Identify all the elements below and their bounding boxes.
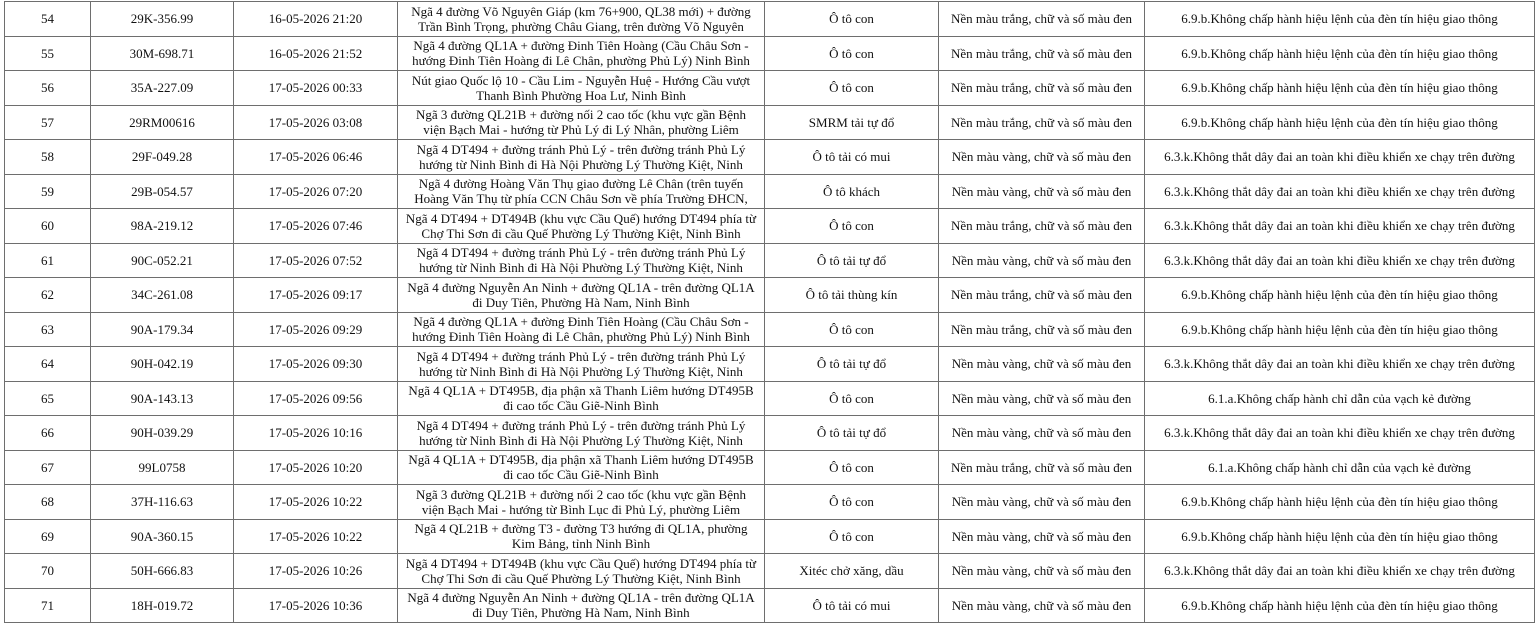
vehicle-type: Ô tô tải tự đổ: [765, 416, 939, 451]
violation-location: Ngã 4 đường Nguyễn An Ninh + đường QL1A - trên đường QL1A đi Duy Tiên, Phường Hà Nam, Ninh Bình: [398, 588, 765, 623]
violation-location: Ngã 4 DT494 + DT494B (khu vực Cầu Quế) hướng DT494 phía từ Chợ Thi Sơn đi cầu Quế Phường Lý Thường Kiệt, Ninh Bình: [398, 554, 765, 589]
violation-table-body: [5, 2, 1535, 623]
row-number: 66: [5, 416, 91, 451]
violation-time: 17-05-2026 00:33: [234, 71, 398, 106]
table-row: [5, 174, 1535, 209]
vehicle-type: SMRM tải tự đổ: [765, 105, 939, 140]
vehicle-type: Ô tô con: [765, 450, 939, 485]
row-number: 70: [5, 554, 91, 589]
violation-description: 6.9.b.Không chấp hành hiệu lệnh của đèn tín hiệu giao thông: [1145, 588, 1535, 623]
row-number: 55: [5, 36, 91, 71]
vehicle-type: Ô tô con: [765, 209, 939, 244]
violation-location: Ngã 3 đường QL21B + đường nối 2 cao tốc (khu vực gần Bệnh viện Bạch Mai - hướng từ Bình Lục đi Phủ Lý, phường Liêm: [398, 485, 765, 520]
violation-time: 17-05-2026 09:29: [234, 312, 398, 347]
row-number: 64: [5, 347, 91, 382]
violation-time: 16-05-2026 21:20: [234, 2, 398, 37]
violation-location: Ngã 4 DT494 + đường tránh Phủ Lý - trên đường tránh Phủ Lý hướng từ Ninh Bình đi Hà Nội Phường Lý Thường Kiệt, Ninh: [398, 416, 765, 451]
license-plate: 99L0758: [91, 450, 234, 485]
violation-time: 17-05-2026 10:36: [234, 588, 398, 623]
row-number: 61: [5, 243, 91, 278]
violation-location: Nút giao Quốc lộ 10 - Cầu Lim - Nguyễn Huệ - Hướng Cầu vượt Thanh Bình Phường Hoa Lư, Ninh Bình: [398, 71, 765, 106]
row-number: 62: [5, 278, 91, 313]
table-row: [5, 209, 1535, 244]
table-row: [5, 243, 1535, 278]
violation-description: 6.9.b.Không chấp hành hiệu lệnh của đèn tín hiệu giao thông: [1145, 519, 1535, 554]
violation-location: Ngã 4 QL21B + đường T3 - đường T3 hướng đi QL1A, phường Kim Bảng, tỉnh Ninh Bình: [398, 519, 765, 554]
license-plate: 37H-116.63: [91, 485, 234, 520]
violation-table: [4, 1, 1535, 623]
plate-color: Nền màu vàng, chữ và số màu đen: [939, 381, 1145, 416]
table-row: [5, 554, 1535, 589]
violation-location: Ngã 4 DT494 + DT494B (khu vực Cầu Quế) hướng DT494 phía từ Chợ Thi Sơn đi cầu Quế Phường Lý Thường Kiệt, Ninh Bình: [398, 209, 765, 244]
vehicle-type: Ô tô tải tự đổ: [765, 347, 939, 382]
table-row: [5, 347, 1535, 382]
license-plate: 34C-261.08: [91, 278, 234, 313]
violation-time: 17-05-2026 09:30: [234, 347, 398, 382]
violation-time: 17-05-2026 09:56: [234, 381, 398, 416]
violation-time: 17-05-2026 06:46: [234, 140, 398, 175]
violation-description: 6.3.k.Không thắt dây đai an toàn khi điều khiển xe chạy trên đường: [1145, 416, 1535, 451]
violation-description: 6.3.k.Không thắt dây đai an toàn khi điều khiển xe chạy trên đường: [1145, 209, 1535, 244]
plate-color: Nền màu vàng, chữ và số màu đen: [939, 588, 1145, 623]
license-plate: 90H-042.19: [91, 347, 234, 382]
plate-color: Nền màu trắng, chữ và số màu đen: [939, 71, 1145, 106]
violation-description: 6.9.b.Không chấp hành hiệu lệnh của đèn tín hiệu giao thông: [1145, 2, 1535, 37]
vehicle-type: Ô tô tải thùng kín: [765, 278, 939, 313]
table-row: [5, 140, 1535, 175]
row-number: 67: [5, 450, 91, 485]
violation-time: 17-05-2026 07:46: [234, 209, 398, 244]
violation-description: 6.3.k.Không thắt dây đai an toàn khi điều khiển xe chạy trên đường: [1145, 140, 1535, 175]
license-plate: 18H-019.72: [91, 588, 234, 623]
row-number: 63: [5, 312, 91, 347]
table-row: [5, 519, 1535, 554]
row-number: 58: [5, 140, 91, 175]
violation-location: Ngã 4 đường QL1A + đường Đinh Tiên Hoàng (Cầu Châu Sơn - hướng Đinh Tiên Hoàng đi Lê Chân, phường Phủ Lý) Ninh Bình: [398, 36, 765, 71]
row-number: 54: [5, 2, 91, 37]
plate-color: Nền màu trắng, chữ và số màu đen: [939, 36, 1145, 71]
violation-time: 16-05-2026 21:52: [234, 36, 398, 71]
vehicle-type: Ô tô con: [765, 2, 939, 37]
table-row: [5, 588, 1535, 623]
license-plate: 90A-360.15: [91, 519, 234, 554]
row-number: 65: [5, 381, 91, 416]
violation-time: 17-05-2026 10:20: [234, 450, 398, 485]
plate-color: Nền màu vàng, chữ và số màu đen: [939, 485, 1145, 520]
violation-description: 6.9.b.Không chấp hành hiệu lệnh của đèn tín hiệu giao thông: [1145, 278, 1535, 313]
plate-color: Nền màu trắng, chữ và số màu đen: [939, 209, 1145, 244]
license-plate: 90A-143.13: [91, 381, 234, 416]
violation-location: Ngã 4 đường Hoàng Văn Thụ giao đường Lê Chân (trên tuyến Hoàng Văn Thụ từ phía CCN Châu Sơn về phía Trường ĐHCN,: [398, 174, 765, 209]
plate-color: Nền màu vàng, chữ và số màu đen: [939, 519, 1145, 554]
violation-location: Ngã 4 DT494 + đường tránh Phủ Lý - trên đường tránh Phủ Lý hướng từ Ninh Bình đi Hà Nội Phường Lý Thường Kiệt, Ninh: [398, 347, 765, 382]
plate-color: Nền màu vàng, chữ và số màu đen: [939, 243, 1145, 278]
vehicle-type: Xitéc chở xăng, dầu: [765, 554, 939, 589]
table-row: [5, 485, 1535, 520]
violation-description: 6.3.k.Không thắt dây đai an toàn khi điều khiển xe chạy trên đường: [1145, 554, 1535, 589]
table-row: [5, 416, 1535, 451]
violation-time: 17-05-2026 10:22: [234, 485, 398, 520]
violation-location: Ngã 4 đường Nguyễn An Ninh + đường QL1A - trên đường QL1A đi Duy Tiên, Phường Hà Nam, Ninh Bình: [398, 278, 765, 313]
license-plate: 90C-052.21: [91, 243, 234, 278]
plate-color: Nền màu trắng, chữ và số màu đen: [939, 105, 1145, 140]
violation-description: 6.3.k.Không thắt dây đai an toàn khi điều khiển xe chạy trên đường: [1145, 347, 1535, 382]
row-number: 57: [5, 105, 91, 140]
table-row: [5, 450, 1535, 485]
license-plate: 35A-227.09: [91, 71, 234, 106]
table-row: [5, 381, 1535, 416]
violation-time: 17-05-2026 10:22: [234, 519, 398, 554]
violation-time: 17-05-2026 07:52: [234, 243, 398, 278]
violation-location: Ngã 3 đường QL21B + đường nối 2 cao tốc (khu vực gần Bệnh viện Bạch Mai - hướng từ Phủ Lý đi Lý Nhân, phường Liêm: [398, 105, 765, 140]
plate-color: Nền màu trắng, chữ và số màu đen: [939, 278, 1145, 313]
violation-description: 6.9.b.Không chấp hành hiệu lệnh của đèn tín hiệu giao thông: [1145, 312, 1535, 347]
plate-color: Nền màu vàng, chữ và số màu đen: [939, 174, 1145, 209]
table-row: [5, 2, 1535, 37]
row-number: 56: [5, 71, 91, 106]
violation-description: 6.1.a.Không chấp hành chỉ dẫn của vạch kẻ đường: [1145, 381, 1535, 416]
plate-color: Nền màu trắng, chữ và số màu đen: [939, 312, 1145, 347]
violation-location: Ngã 4 DT494 + đường tránh Phủ Lý - trên đường tránh Phủ Lý hướng từ Ninh Bình đi Hà Nội Phường Lý Thường Kiệt, Ninh: [398, 140, 765, 175]
vehicle-type: Ô tô tải tự đổ: [765, 243, 939, 278]
plate-color: Nền màu vàng, chữ và số màu đen: [939, 347, 1145, 382]
violation-description: 6.3.k.Không thắt dây đai an toàn khi điều khiển xe chạy trên đường: [1145, 174, 1535, 209]
license-plate: 98A-219.12: [91, 209, 234, 244]
violation-location: Ngã 4 QL1A + DT495B, địa phận xã Thanh Liêm hướng DT495B đi cao tốc Cầu Giẽ-Ninh Bình: [398, 450, 765, 485]
vehicle-type: Ô tô con: [765, 519, 939, 554]
license-plate: 90H-039.29: [91, 416, 234, 451]
row-number: 68: [5, 485, 91, 520]
violation-location: Ngã 4 đường QL1A + đường Đinh Tiên Hoàng (Cầu Châu Sơn - hướng Đinh Tiên Hoàng đi Lê Chân, phường Phủ Lý) Ninh Bình: [398, 312, 765, 347]
vehicle-type: Ô tô khách: [765, 174, 939, 209]
violation-description: 6.3.k.Không thắt dây đai an toàn khi điều khiển xe chạy trên đường: [1145, 243, 1535, 278]
violation-location: Ngã 4 QL1A + DT495B, địa phận xã Thanh Liêm hướng DT495B đi cao tốc Cầu Giẽ-Ninh Bình: [398, 381, 765, 416]
violation-time: 17-05-2026 07:20: [234, 174, 398, 209]
table-row: [5, 36, 1535, 71]
violation-description: 6.1.a.Không chấp hành chỉ dẫn của vạch kẻ đường: [1145, 450, 1535, 485]
plate-color: Nền màu vàng, chữ và số màu đen: [939, 554, 1145, 589]
violation-location: Ngã 4 đường Võ Nguyên Giáp (km 76+900, QL38 mới) + đường Trần Bình Trọng, phường Châu Giang, trên đường Võ Nguyên: [398, 2, 765, 37]
vehicle-type: Ô tô con: [765, 381, 939, 416]
violation-location: Ngã 4 DT494 + đường tránh Phủ Lý - trên đường tránh Phủ Lý hướng từ Ninh Bình đi Hà Nội Phường Lý Thường Kiệt, Ninh: [398, 243, 765, 278]
violation-table-container: [4, 1, 1536, 623]
table-row: [5, 71, 1535, 106]
row-number: 60: [5, 209, 91, 244]
violation-description: 6.9.b.Không chấp hành hiệu lệnh của đèn tín hiệu giao thông: [1145, 105, 1535, 140]
plate-color: Nền màu vàng, chữ và số màu đen: [939, 416, 1145, 451]
row-number: 71: [5, 588, 91, 623]
violation-time: 17-05-2026 10:26: [234, 554, 398, 589]
vehicle-type: Ô tô con: [765, 71, 939, 106]
vehicle-type: Ô tô tải có mui: [765, 588, 939, 623]
violation-time: 17-05-2026 10:16: [234, 416, 398, 451]
license-plate: 29K-356.99: [91, 2, 234, 37]
vehicle-type: Ô tô con: [765, 36, 939, 71]
row-number: 69: [5, 519, 91, 554]
license-plate: 30M-698.71: [91, 36, 234, 71]
table-row: [5, 105, 1535, 140]
violation-time: 17-05-2026 09:17: [234, 278, 398, 313]
violation-description: 6.9.b.Không chấp hành hiệu lệnh của đèn tín hiệu giao thông: [1145, 485, 1535, 520]
license-plate: 90A-179.34: [91, 312, 234, 347]
license-plate: 29RM00616: [91, 105, 234, 140]
license-plate: 50H-666.83: [91, 554, 234, 589]
violation-description: 6.9.b.Không chấp hành hiệu lệnh của đèn tín hiệu giao thông: [1145, 71, 1535, 106]
table-row: [5, 312, 1535, 347]
license-plate: 29B-054.57: [91, 174, 234, 209]
plate-color: Nền màu vàng, chữ và số màu đen: [939, 140, 1145, 175]
table-row: [5, 278, 1535, 313]
violation-description: 6.9.b.Không chấp hành hiệu lệnh của đèn tín hiệu giao thông: [1145, 36, 1535, 71]
vehicle-type: Ô tô tải có mui: [765, 140, 939, 175]
violation-time: 17-05-2026 03:08: [234, 105, 398, 140]
row-number: 59: [5, 174, 91, 209]
vehicle-type: Ô tô con: [765, 485, 939, 520]
plate-color: Nền màu trắng, chữ và số màu đen: [939, 450, 1145, 485]
license-plate: 29F-049.28: [91, 140, 234, 175]
plate-color: Nền màu trắng, chữ và số màu đen: [939, 2, 1145, 37]
vehicle-type: Ô tô con: [765, 312, 939, 347]
